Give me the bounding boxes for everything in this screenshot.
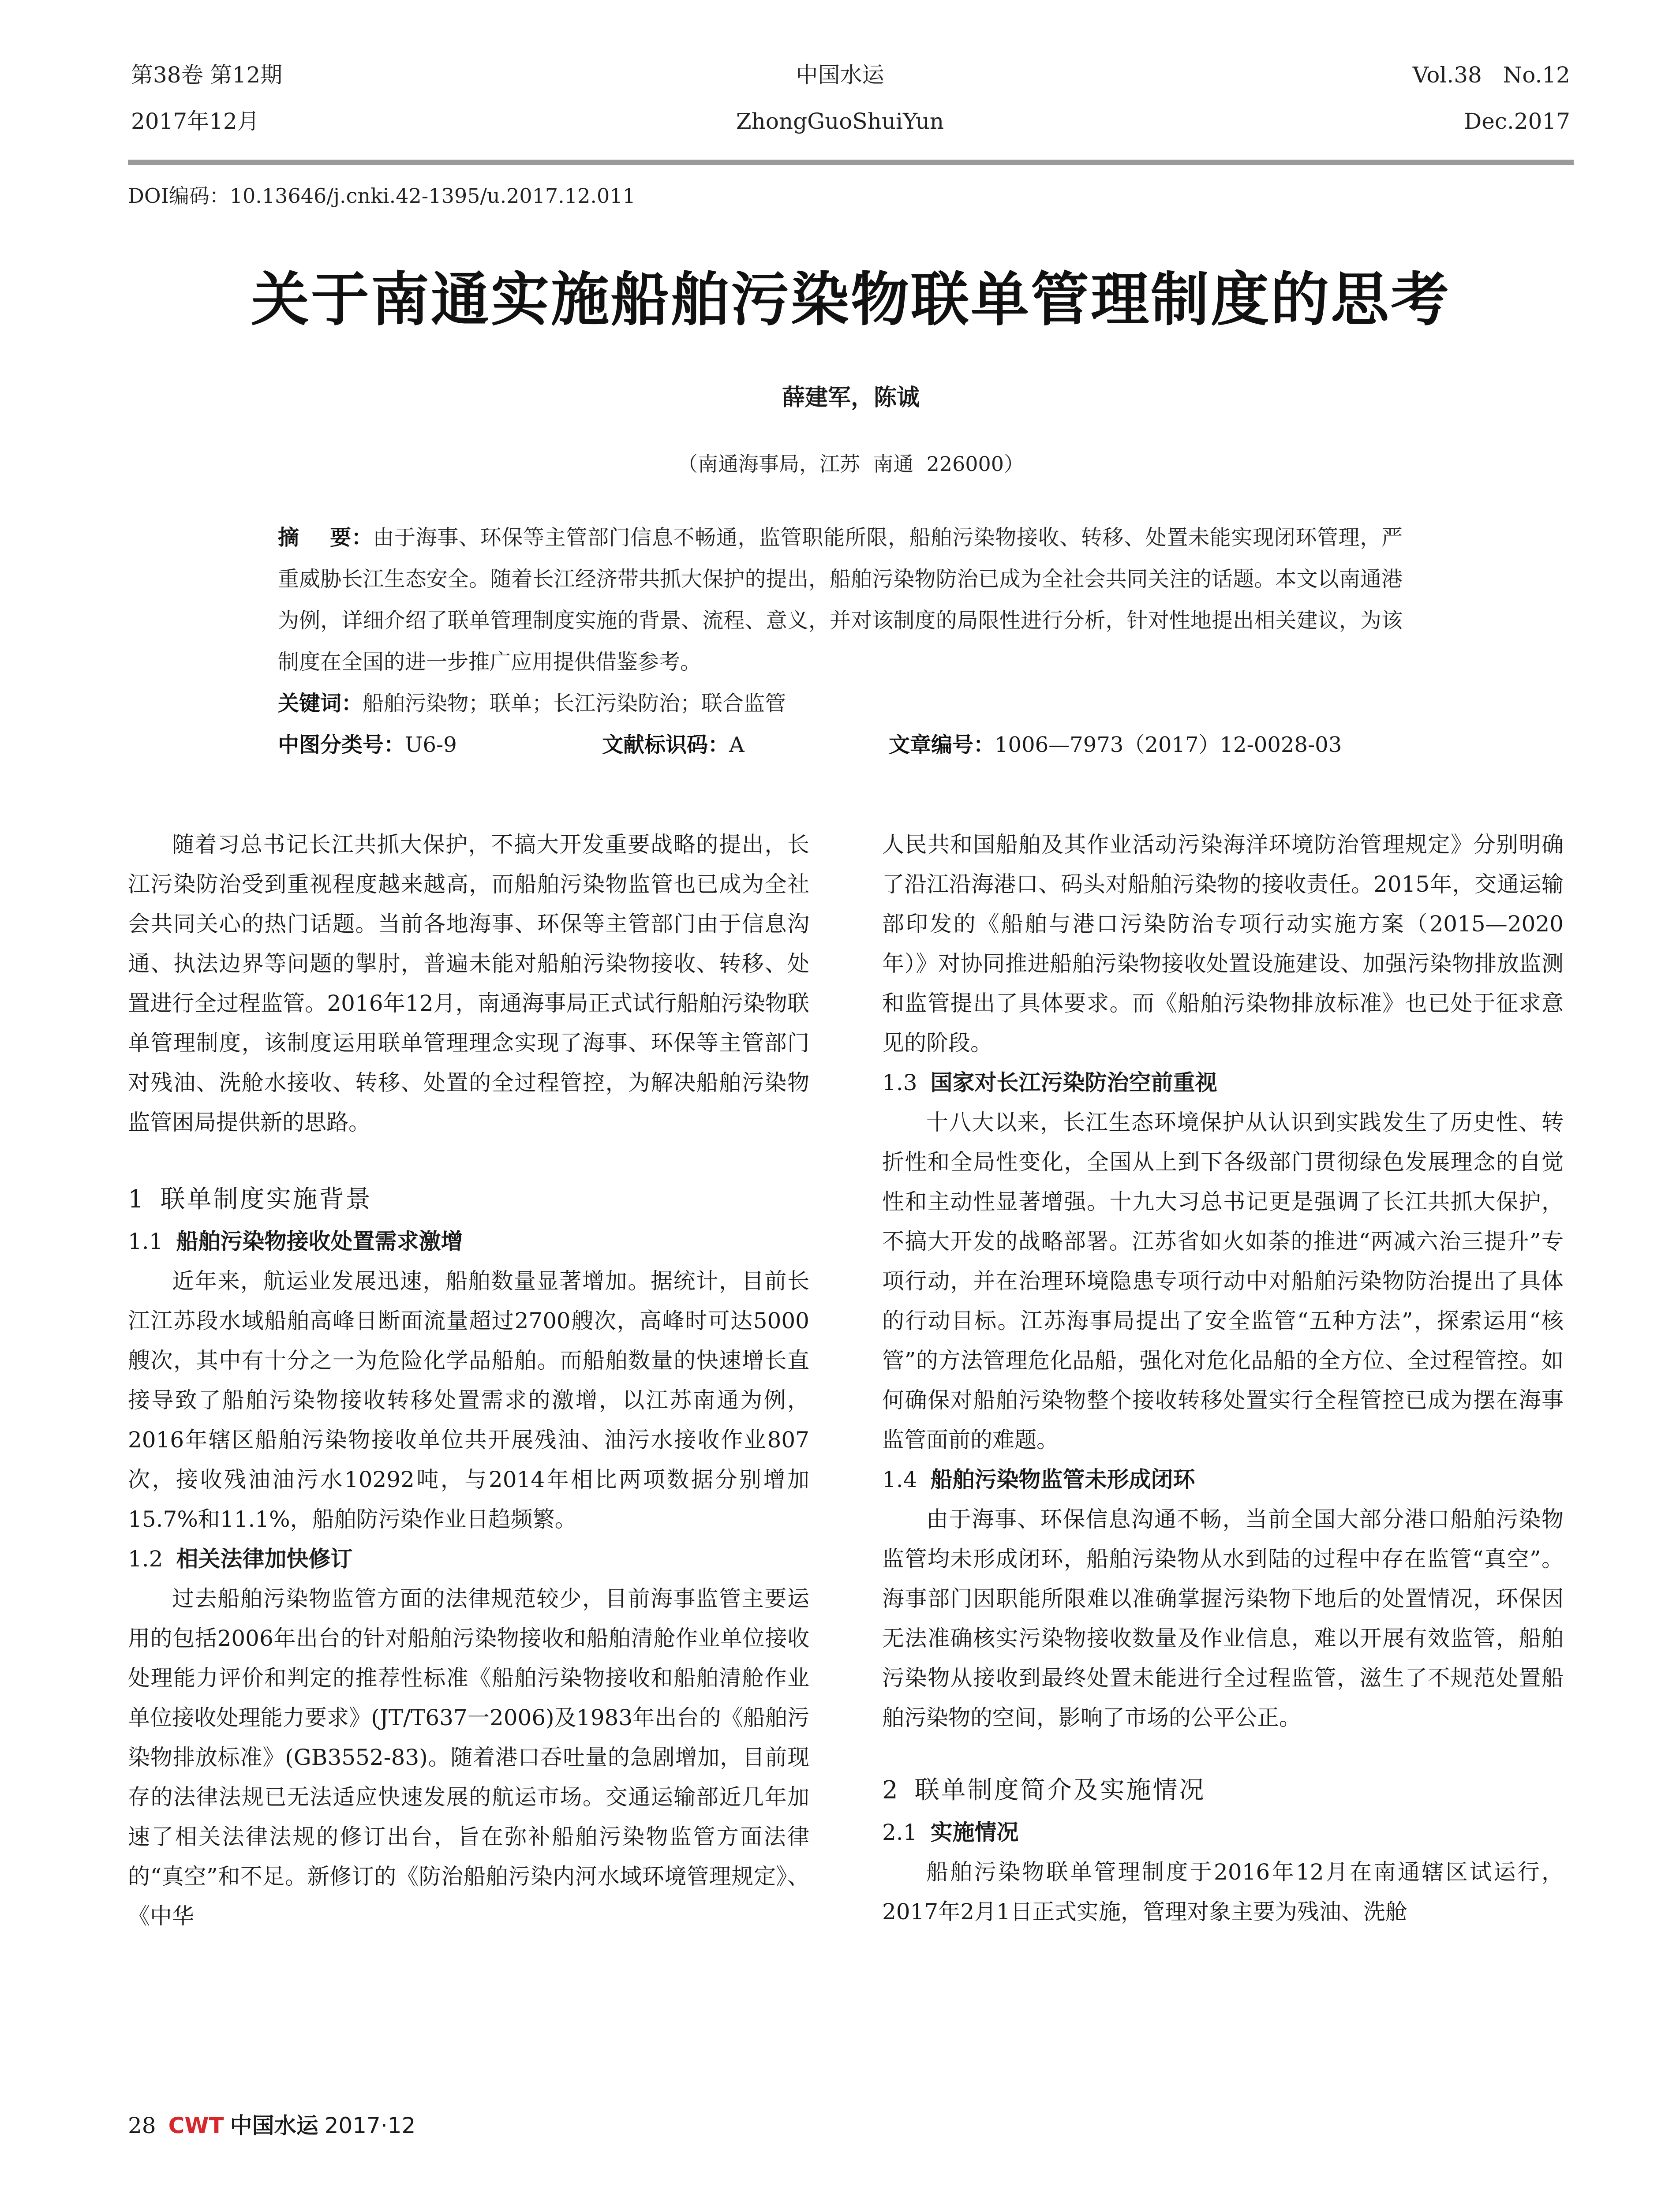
abstract bbox=[278, 517, 1403, 683]
footer-issue: 2017·12 bbox=[324, 2113, 416, 2138]
intro-paragraph: 随着习总书记长江共抓大保护，不搞大开发重要战略的提出，长江污染防治受到重视程度越来越高，而船舶污染物监管也已成为全社会共同关心的热门话题。当前各地海事、环保等主管部门由于信息沟通、执法边界等问题的掣肘，普遍未能对船舶污染物接收、转移、处置进行全过程监管。2016年12月，南通海事局正式试行船舶污染物联单管理制度，该制度运用联单管理理念实现了海事、环保等主管部门对残油、洗舱水接收、转移、处置的全过程管控，为解决船舶污染物监管困局提供新的思路。 bbox=[128, 832, 809, 1135]
doi-line: DOI编码：10.13646/j.cnki.42-1395/u.2017.12.011 bbox=[128, 184, 636, 208]
subsection-1-4-heading: 1.4 船舶污染物监管未形成闭环 bbox=[882, 1467, 1195, 1492]
article-number: 文章编号：1006—7973（2017）12-0028-03 bbox=[889, 733, 1342, 757]
header-journal-pinyin: ZhongGuoShuiYun bbox=[736, 108, 944, 134]
section-2-heading: 2 联单制度简介及实施情况 bbox=[882, 1776, 1206, 1805]
page-footer bbox=[128, 2112, 415, 2139]
subsection-1-4-paragraph: 由于海事、环保信息沟通不畅，当前全国大部分港口船舶污染物监管均未形成闭环，船舶污染物从水到陆的过程中存在监管“真空”。海事部门因职能所限难以准确掌握污染物下地后的处置情况，环保因无法准确核实污染物接收数量及作业信息，难以开展有效监管，船舶污染物从接收到最终处置未能进行全过程监管，滋生了不规范处置船舶污染物的空间，影响了市场的公平公正。 bbox=[882, 1506, 1564, 1730]
subsection-1-1-paragraph: 近年来，航运业发展迅速，船舶数量显著增加。据统计，目前长江江苏段水域船舶高峰日断面流量超过2700艘次，高峰时可达5000艘次，其中有十分之一为危险化学品船舶。而船舶数量的快速增长直接导致了船舶污染物接收转移处置需求的激增，以江苏南通为例，2016年辖区船舶污染物接收单位共开展残油、油污水接收作业807次，接收残油油污水10292吨，与2014年相比两项数据分别增加15.7%和11.1%，船舶防污染作业日趋频繁。 bbox=[128, 1268, 809, 1532]
header-rule bbox=[128, 160, 1574, 165]
header-date-cn: 2017年12月 bbox=[131, 108, 259, 134]
header-volume-issue: 第38卷 第12期 bbox=[131, 62, 283, 88]
document-code: 文献标识码：A bbox=[602, 733, 745, 757]
classification-row bbox=[278, 724, 1403, 766]
subsection-1-2-paragraph: 过去船舶污染物监管方面的法律规范较少，目前海事监管主要运用的包括2006年出台的针对船舶污染物接收和船舶清舱作业单位接收处理能力评价和判定的推荐性标准《船舶污染物接收和船舶清舱作业单位接收处理能力要求》(JT/T637一2006)及1983年出台的《船舶污染物排放标准》(GB3552-83)。随着港口吞吐量的急剧增加，目前现存的法律法规已无法适应快速发展的航运市场。交通运输部近几年加速了相关法律法规的修订出台，旨在弥补船舶污染物监管方面法律的“真空”和不足。新修订的《防治船舶污染内河水域环境管理规定》、《中华 bbox=[128, 1586, 809, 1929]
abstract-block bbox=[278, 517, 1403, 766]
section-1-heading: 1 联单制度实施背景 bbox=[128, 1185, 372, 1214]
header-journal-cn: 中国水运 bbox=[796, 62, 884, 88]
keywords-text: 船舶污染物；联单；长江污染防治；联合监管 bbox=[363, 691, 786, 716]
keywords-label: 关键词： bbox=[278, 691, 363, 716]
subsection-1-3-paragraph: 十八大以来，长江生态环境保护从认识到实践发生了历史性、转折性和全局性变化，全国从上到下各级部门贯彻绿色发展理念的自觉性和主动性显著增强。十九大习总书记更是强调了长江共抓大保护，不搞大开发的战略部署。江苏省如火如荼的推进“两减六治三提升”专项行动，并在治理环境隐患专项行动中对船舶污染物防治提出了具体的行动目标。江苏海事局提出了安全监管“五种方法”，探索运用“核管”的方法管理危化品船，强化对危化品船的全方位、全过程管控。如何确保对船舶污染物整个接收转移处置实行全程管控已成为摆在海事监管面前的难题。 bbox=[882, 1110, 1564, 1453]
body-column-right bbox=[882, 825, 1578, 1932]
subsection-1-2-heading: 1.2 相关法律加快修订 bbox=[128, 1546, 353, 1572]
continued-paragraph: 人民共和国船舶及其作业活动污染海洋环境防治管理规定》分别明确了沿江沿海港口、码头对船舶污染物的接收责任。2015年，交通运输部印发的《船舶与港口污染防治专项行动实施方案（2015—2020年）》对协同推进船舶污染物接收处置设施建设、加强污染物排放监测和监管提出了具体要求。而《船舶污染物排放标准》也已处于征求意见的阶段。 bbox=[882, 832, 1564, 1056]
keywords bbox=[278, 683, 1403, 724]
header-date-en: Dec.2017 bbox=[1464, 108, 1570, 134]
body-column-left bbox=[128, 825, 809, 1936]
footer-journal-name: 中国水运 bbox=[230, 2113, 318, 2138]
affiliation: （南通海事局，江苏 南通 226000） bbox=[677, 452, 1025, 476]
article-title: 关于南通实施船舶污染物联单管理制度的思考 bbox=[251, 265, 1451, 334]
authors: 薛建军，陈诚 bbox=[782, 385, 920, 411]
clc-code: 中图分类号：U6-9 bbox=[278, 733, 457, 757]
page-number: 28 bbox=[128, 2113, 156, 2138]
subsection-1-3-heading: 1.3 国家对长江污染防治空前重视 bbox=[882, 1070, 1217, 1095]
subsection-1-1-heading: 1.1 船舶污染物接收处置需求激增 bbox=[128, 1229, 463, 1254]
cwt-logo: CWT bbox=[168, 2113, 224, 2138]
header-vol-en: Vol.38 No.12 bbox=[1412, 62, 1570, 88]
subsection-2-1-paragraph: 船舶污染物联单管理制度于2016年12月在南通辖区试运行， 2017年2月1日正式实施，管理对象主要为残油、洗舱 bbox=[882, 1859, 1578, 1925]
subsection-2-1-heading: 2.1 实施情况 bbox=[882, 1820, 1019, 1845]
abstract-text: 由于海事、环保等主管部门信息不畅通，监管职能所限，船舶污染物接收、转移、处置未能实现闭环管理，严重威胁长江生态安全。随着长江经济带共抓大保护的提出，船舶污染物防治已成为全社会共同关注的话题。本文以南通港为例，详细介绍了联单管理制度实施的背景、流程、意义，并对该制度的局限性进行分析，针对性地提出相关建议，为该制度在全国的进一步推广应用提供借鉴参考。 bbox=[278, 525, 1403, 674]
abstract-label: 摘 要： bbox=[278, 525, 373, 550]
